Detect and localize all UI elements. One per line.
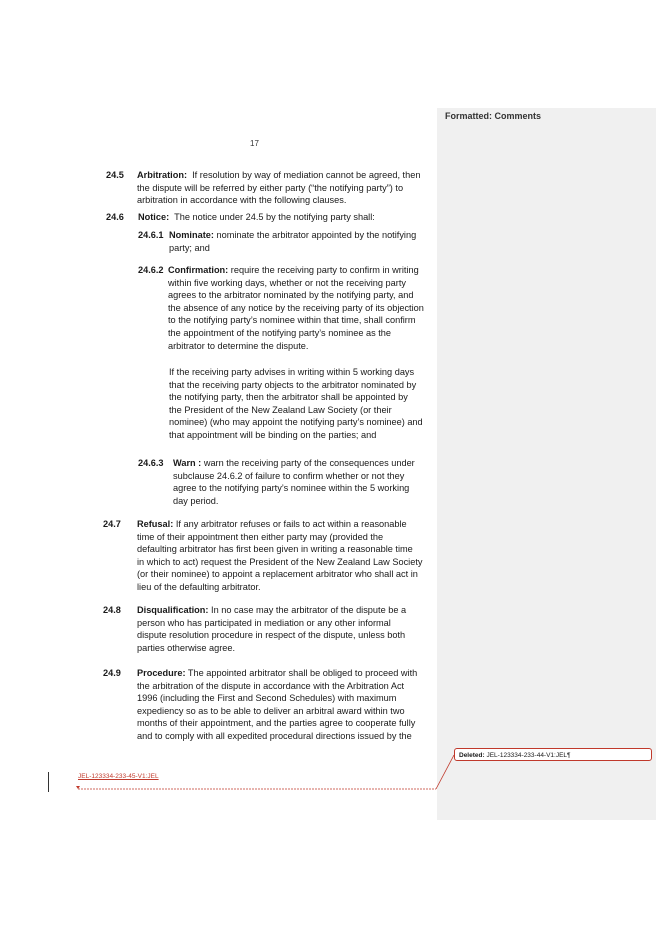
comments-pane-label: Formatted: Comments <box>445 111 542 121</box>
footer-document-reference[interactable]: JEL-123334-233-45-V1:JEL <box>78 773 159 780</box>
balloon-text: JEL-123334-233-44-V1:JEL¶ <box>486 752 571 759</box>
clause-number: 24.6.1 <box>138 230 164 240</box>
page-number: 17 <box>250 139 259 148</box>
clause-body: Notice: The notice under 24.5 by the notifying party shall: <box>138 212 375 222</box>
deleted-revision-balloon[interactable] <box>454 748 652 761</box>
clause-body: Warn : warn the receiving party of the consequences under subclause 24.6.2 of failure to confirm whether or not they agree to the notifying party’s nominee within the 5 working day period. <box>173 458 415 506</box>
clause-number: 24.7 <box>103 519 121 529</box>
clause-body: Nominate: nominate the arbitrator appointed by the notifying party; and <box>169 230 417 253</box>
clause-heading: Warn : <box>173 458 202 468</box>
clause-body: Procedure: The appointed arbitrator shall be obliged to proceed with the arbitration of the dispute in accordance with the Arbitration Act 1996 (including the First and Second Schedules) with maximum expediency so as to be able to deliver an arbitral award within two months of their appointment, and the parties agree to cooperate fully and to comply with all expedited procedural directions issued by the <box>137 668 418 741</box>
clause-body: Refusal: If any arbitrator refuses or fails to act within a reasonable time of their appointment then either party may (provided the defaulting arbitrator has first been given in writing a reasonable time in which to act) request the President of the New Zealand Law Society (or their nominee) to appoint a replacement arbitrator who shall act in lieu of the defaulting arbitrator. <box>137 519 423 592</box>
clause-number: 24.8 <box>103 605 121 615</box>
clause-heading: Procedure: <box>137 668 186 678</box>
clause-number: 24.5 <box>106 170 124 180</box>
clause-heading: Refusal: <box>137 519 174 529</box>
connector-diagonal-line <box>436 755 454 789</box>
clause-body: Confirmation: require the receiving party to confirm in writing within five working days, whether or not the receiving party agrees to the arbitrator nominated by the notifying party, and the absence of any notice by the receiving party of its objection to the notifying party’s nominee within that time, shall confirm the appointment of the notifying party’s nominee as the arbitrator to determine the dispute. <box>168 265 424 351</box>
balloon-label: Deleted: <box>459 752 485 759</box>
clause-heading: Arbitration: <box>137 170 188 180</box>
clause-number: 24.6.2 <box>138 265 164 275</box>
clause-heading: Disqualification: <box>137 605 209 615</box>
clause-body: If the receiving party advises in writing within 5 working days that the receiving party objects to the arbitrator nominated by the notifying party, then the arbitrator shall be appointed by the President of the New Zealand Law Society (or their nominee) (who may appoint the notifying party’s nominee) and that appointment will be binding on the parties; and <box>169 367 423 440</box>
clause-body: Arbitration: If resolution by way of mediation cannot be agreed, then the dispute will be referred by either party (“the notifying party”) to arbitration in accordance with the following clauses. <box>137 170 421 206</box>
clause-number: 24.6 <box>106 212 124 222</box>
clause-heading: Nominate: <box>169 230 214 240</box>
clause-body: Disqualification: In no case may the arbitrator of the dispute be a person who has participated in mediation or any other informal dispute resolution procedure in respect of the dispute, unless both parties otherwise agree. <box>137 605 407 653</box>
clause-heading: Confirmation: <box>168 265 229 275</box>
clause-number: 24.9 <box>103 668 121 678</box>
clause-number: 24.6.3 <box>138 458 164 468</box>
clause-heading: Notice: <box>138 212 170 222</box>
